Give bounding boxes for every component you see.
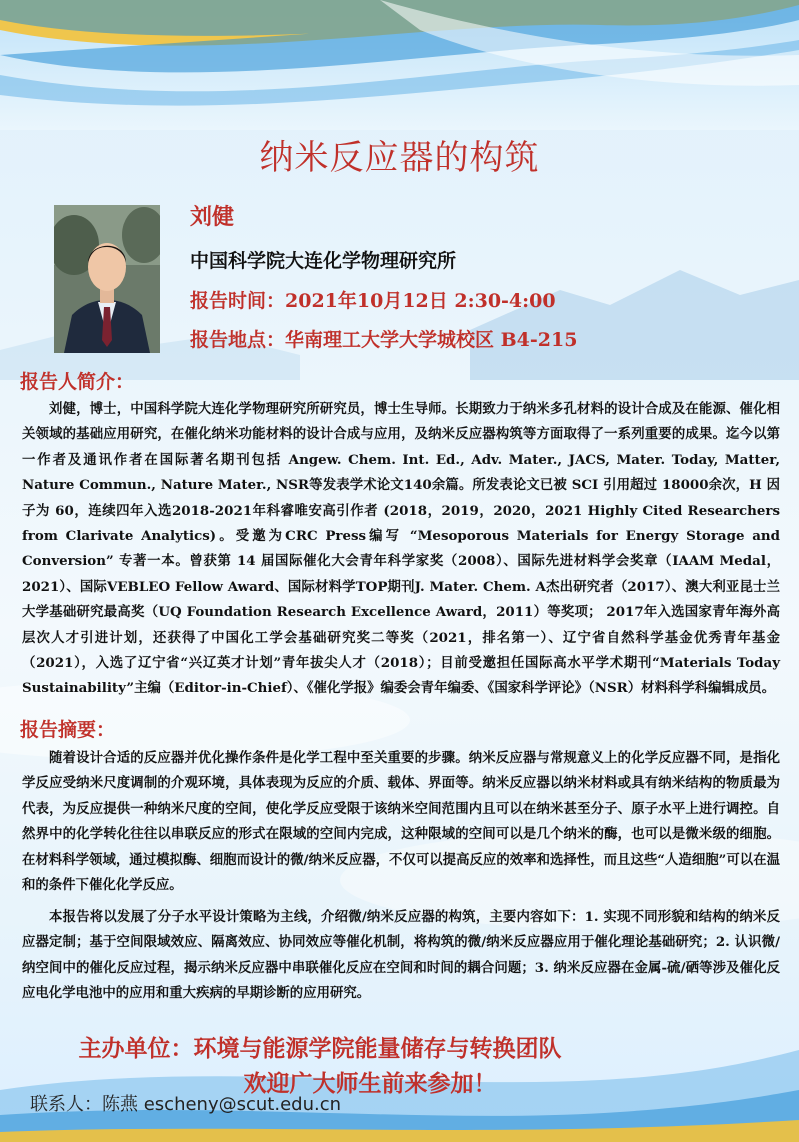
abstract-paragraph-2: 本报告将以发展了分子水平设计策略为主线，介绍微/纳米反应器的构筑，主要内容如下：1. 实现不同形貌和结构的纳米反应器定制；基于空间限域效应、隔离效应、协同效应等催化机制，将构筑的微/纳米反应器应用于催化理论基础研究；2. 认识微/纳空间中的催化反应过程，揭示纳米反应器中串联催化反应在空间和时间的耦合问题；3. 纳米反应器在金属-硫/硒等涉及催化反应电化学电池中的应用和重大疾病的早期诊断的应用研究。 (22, 909, 780, 1002)
talk-place: 报告地点：华南理工大学大学城校区 B4-215 (190, 329, 578, 351)
contact-info: 联系人：陈燕 escheny@scut.edu.cn (30, 1094, 342, 1115)
talk-time: 报告时间：2021年10月12日 2:30-4:00 (190, 290, 556, 312)
speaker-institution: 中国科学院大连化学物理研究所 (190, 250, 457, 272)
abstract-heading: 报告摘要： (20, 719, 116, 741)
abstract-paragraph-1: 随着设计合适的反应器并优化操作条件是化学工程中至关重要的步骤。纳米反应器与常规意义上的化学反应器不同，是指化学反应受纳米尺度调制的介观环境，具体表现为反应的介质、载体、界面等。纳米反应器以纳米材料或具有纳米结构的物质最为代表，为反应提供一种纳米尺度的空间，使化学反应受限于该纳米空间范围内且可以在纳米甚至分子、原子水平上进行调控。自然界中的化学转化往往以串联反应的形式在限域的空间内完成，这种限域的空间可以是几个纳米的酶，也可以是微米级的细胞。在材料科学领域，通过模拟酶、细胞而设计的微/纳米反应器，不仅可以提高反应的效率和选择性，而且这些“人造细胞”可以在温和的条件下催化化学反应。 (22, 750, 780, 894)
speaker-name: 刘健 (190, 204, 235, 230)
bio-text: 刘健，博士，中国科学院大连化学物理研究所研究员，博士生导师。长期致力于纳米多孔材料的设计合成及在能源、催化相关领域的基础应用研究，在催化纳米功能材料的设计合成与应用，及纳米反应器构筑等方面取得了一系列重要的成果。迄今以第一作者及通讯作者在国际著名期刊包括 Angew. Chem. Int. Ed., Adv. Mater., JACS, Mater. Today, Matter, Nature Commun., Nature Mater., NSR等发表学术论文140余篇。所发表论文已被 SCI 引用超过 18000余次，H 因子为 60，连续四年入选2018-2021年科睿唯安高引作者 (2018，2019，2020，2021 Highly Cited Researchers from Clarivate Analytics)。受邀为CRC Press编写 “Mesoporous Materials for Energy Storage and Conversion” 专著一本。曾获第 14 届国际催化大会青年科学家奖（2008）、国际先进材料学会奖章（IAAM Medal，2021）、国际VEBLEO Fellow Award、国际材料学TOP期刊J. Mater. Chem. A杰出研究者（2017）、澳大利亚昆士兰大学基础研究最高奖（UQ Foundation Research Excellence Award，2011）等奖项； 2017年入选国家青年海外高层次人才引进计划，还获得了中国化工学会基础研究奖二等奖（2021，排名第一）、辽宁省自然科学基金优秀青年基金（2021），入选了辽宁省“兴辽英才计划”青年拔尖人才（2018）；目前受邀担任国际高水平学术期刊“Materials Today Sustainability”主编（Editor-in-Chief）、《催化学报》编委会青年编委、《国家科学评论》（NSR）材料科学科编辑成员。 (22, 401, 780, 697)
organizer-text: 主办单位：环境与能源学院能量储存与转换团队 (78, 1035, 562, 1062)
page-title: 纳米反应器的构筑 (259, 138, 540, 178)
speaker-photo (54, 205, 160, 353)
welcome-text: 欢迎广大师生前来参加！ (243, 1070, 497, 1097)
bio-heading: 报告人简介： (20, 371, 135, 393)
